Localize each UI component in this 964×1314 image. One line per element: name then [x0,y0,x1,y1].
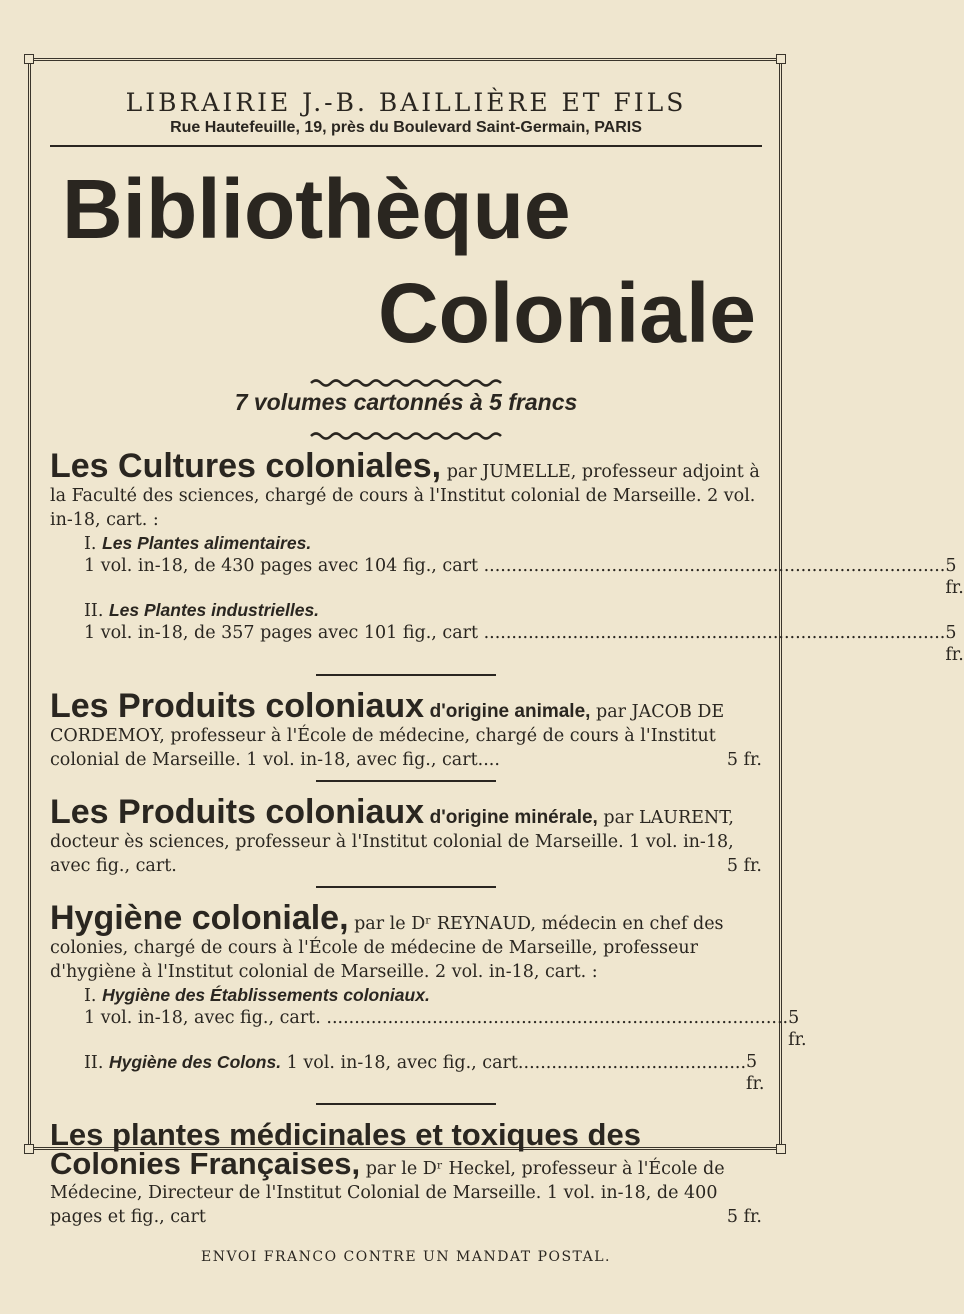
volume-number: II. [84,601,104,621]
publisher-address: Rue Hautefeuille, 19, près du Boulevard Saint-Germain, PARIS [170,119,642,136]
volume-title: Hygiène des Établissements coloniaux. [102,985,430,1005]
separator [316,780,496,782]
entry-text: par JUMELLE, professeur adjoint à la Faculté des sciences, chargé de cours à l'Institut colonial de Marseille. 2 vol. in-18, cart. : [50,462,760,530]
entry-subheading: d'origine minérale, [429,807,598,828]
catalog-entry [50,447,762,532]
ornament-squiggle [50,373,762,383]
entry-price: 5 fr. [726,750,762,770]
ornament-squiggle [50,426,762,436]
volume-number: I. [84,534,97,554]
catalog-entry [50,899,762,984]
footer-note: ENVOI FRANCO CONTRE UN MANDAT POSTAL. [200,1249,611,1265]
volume-price: 5 fr. [945,556,964,598]
entry-text: par LAURENT, docteur ès sciences, professeur à l'Institut colonial de Marseille. 1 vol. in-18, avec fig., cart. [50,808,734,876]
entry-heading: Les plantes médicinales et toxiques des Colonies Françaises, [50,1117,641,1181]
subtitle: 7 volumes cartonnés à 5 francs [234,389,578,415]
volume-desc: 1 vol. in-18, de 430 pages avec 104 fig., cart [84,556,479,576]
volume-price: 5 fr. [788,1008,807,1050]
entry-heading: Hygiène coloniale, [50,899,349,937]
advertisement [50,82,964,1265]
volume-item: I. Les Plantes alimentaires. 1 vol. in-18, de 430 pages avec 104 fig., cart ................................................................................... 5 fr. [84,533,964,598]
volume-title: Hygiène des Colons. [108,1052,282,1072]
volume-desc: 1 vol. in-18, de 357 pages avec 101 fig., cart [84,623,479,643]
entry-text: par JACOB DE CORDEMOY, professeur à l'École de médecine, chargé de cours à l'Institut colonial de Marseille. 1 vol. in-18, avec fig., cart.... [50,702,725,770]
volume-item: II. Hygiène des Colons. 1 vol. in-18, avec fig., cart......................................... 5 fr. [84,1052,765,1094]
title-line-1: Bibliothèque [62,162,571,256]
volume-desc: 1 vol. in-18, avec fig., cart. [84,1008,321,1028]
entry-text: par le Dʳ Heckel, professeur à l'École de Médecine, Directeur de l'Institut Colonial de Marseille. 1 vol. in-18, de 400 pages et fig., cart [50,1159,725,1227]
volume-number: II. [84,1053,104,1073]
catalog-entry [50,1117,762,1229]
publisher-name: LIBRAIRIE J.-B. BAILLIÈRE ET FILS [125,88,687,117]
header-rule [50,145,762,147]
entry-heading: Les Produits coloniaux [50,687,425,725]
separator [316,674,496,676]
entry-text: par le Dʳ REYNAUD, médecin en chef des colonies, chargé de cours à l'École de médecine de Marseille, professeur d'hygiène à l'Institut colonial de Marseille. 2 vol. in-18, cart. : [50,914,724,982]
volume-desc: 1 vol. in-18, avec fig., cart. [286,1053,524,1073]
catalog-entry [50,793,762,878]
volume-item: I. Hygiène des Établissements coloniaux. 1 vol. in-18, avec fig., cart. ................................................................................... 5 fr. [84,985,807,1050]
catalog-entry [50,687,762,772]
volume-price: 5 fr. [945,623,964,665]
volume-number: I. [84,986,97,1006]
volume-title: Les Plantes alimentaires. [102,533,312,553]
separator [316,1103,496,1105]
entry-heading: Les Cultures coloniales, [50,447,442,485]
volume-title: Les Plantes industrielles. [108,600,320,620]
entry-heading: Les Produits coloniaux [50,793,425,831]
entry-price: 5 fr. [726,856,762,876]
title-line-2: Coloniale [377,266,756,360]
entry-price: 5 fr. [726,1207,762,1227]
volume-item: II. Les Plantes industrielles. 1 vol. in-18, de 357 pages avec 101 fig., cart ................................................................................... 5 fr. [84,600,964,665]
border-corner [776,1144,786,1154]
separator [316,886,496,888]
volume-price: 5 fr. [746,1052,765,1094]
border-corner [24,1144,34,1154]
border-corner [24,54,34,64]
entry-subheading: d'origine animale, [429,701,591,722]
border-corner [776,54,786,64]
